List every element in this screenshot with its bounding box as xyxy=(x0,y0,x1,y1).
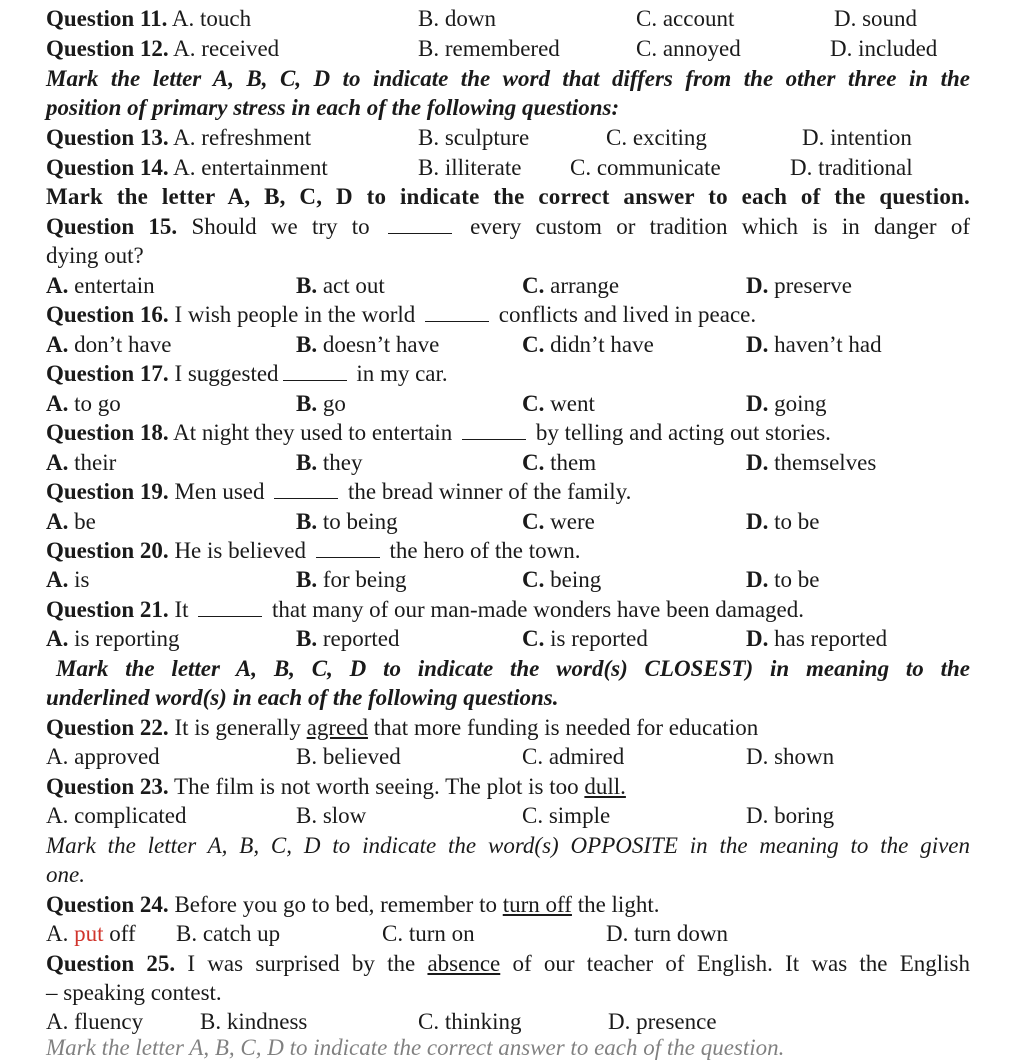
underlined-word: agreed xyxy=(306,715,368,740)
option-letter: C. xyxy=(522,626,545,651)
option-a: don’t have xyxy=(74,332,172,357)
underlined-word: turn off xyxy=(502,892,572,917)
option-d: D. presence xyxy=(608,1009,717,1034)
option-letter: C. xyxy=(522,391,545,416)
option-a: be xyxy=(74,509,96,534)
stem-text: I was surprised by the xyxy=(187,951,428,976)
question-label: Question 25. xyxy=(46,951,176,976)
option-c: C. thinking xyxy=(418,1009,522,1034)
option-a: A. fluency xyxy=(46,1009,144,1034)
option-a: A. entertainment xyxy=(173,155,328,180)
question-16-stem xyxy=(46,301,756,330)
stem-text: I wish people in the world xyxy=(174,302,422,327)
option-letter: B. xyxy=(296,626,318,651)
stem-text: Before you go to bed, remember to xyxy=(174,892,503,917)
answer-blank xyxy=(425,303,489,322)
option-b: B. down xyxy=(418,6,496,31)
option-letter: B. xyxy=(296,567,318,592)
answer-blank xyxy=(316,539,380,558)
question-label: Question 22. xyxy=(46,715,169,740)
cut-off-next-instruction: Mark the letter A, B, C, D to indicate the correct answer to each of the question. xyxy=(46,1035,785,1060)
option-a: to go xyxy=(74,391,121,416)
option-b: B. catch up xyxy=(176,921,281,946)
underlined-word: absence xyxy=(427,951,501,976)
option-d: D. shown xyxy=(746,744,835,769)
option-a: A. approved xyxy=(46,744,160,769)
option-letter: D. xyxy=(746,273,769,298)
question-19-stem xyxy=(46,478,631,507)
option-letter: D. xyxy=(746,626,769,651)
answer-blank xyxy=(462,421,526,440)
option-b: reported xyxy=(322,626,400,651)
option-letter: A. xyxy=(46,391,69,416)
option-letter: D. xyxy=(746,509,769,534)
option-a: is xyxy=(74,567,90,592)
option-c: C. exciting xyxy=(606,125,707,150)
option-d: haven’t had xyxy=(774,332,882,357)
instruction-closest-line-1: Mark the letter A, B, C, D to indicate the word(s) CLOSEST) in meaning to the xyxy=(56,656,970,681)
stem-text: He is believed xyxy=(174,538,312,563)
option-d: to be xyxy=(774,509,820,534)
stem-text: Men used xyxy=(174,479,271,504)
instruction-correct-answer: Mark the letter A, B, C, D to indicate the correct answer to each of the question. xyxy=(46,184,970,209)
option-c: C. admired xyxy=(522,744,625,769)
option-b: doesn’t have xyxy=(322,332,440,357)
question-label: Question 23. xyxy=(46,774,169,799)
question-22-stem xyxy=(46,714,758,743)
option-b: B. remembered xyxy=(418,36,560,61)
question-25-stem-cont: – speaking contest. xyxy=(46,980,222,1005)
option-d: D. turn down xyxy=(606,921,729,946)
question-label: Question 13. xyxy=(46,125,169,150)
option-c: them xyxy=(550,450,597,475)
instruction-stress-line-2: position of primary stress in each of the following questions: xyxy=(46,95,620,120)
stem-text: the hero of the town. xyxy=(383,538,581,563)
option-b: B. believed xyxy=(296,744,401,769)
option-b: B. illiterate xyxy=(418,155,522,180)
option-letter: B. xyxy=(296,391,318,416)
stem-text: It xyxy=(174,597,195,622)
question-label: Question 21. xyxy=(46,597,169,622)
question-23-stem xyxy=(46,773,626,802)
option-d: to be xyxy=(774,567,820,592)
underlined-word: dull. xyxy=(584,774,626,799)
option-d: D. boring xyxy=(746,803,835,828)
option-letter: C. xyxy=(522,332,545,357)
option-c: arrange xyxy=(550,273,620,298)
highlighted-text: put xyxy=(74,921,104,946)
option-c: C. account xyxy=(636,6,735,31)
option-c: went xyxy=(550,391,595,416)
stem-text: At night they used to entertain xyxy=(173,420,459,445)
option-letter: D. xyxy=(746,567,769,592)
stem-text: the light. xyxy=(571,892,660,917)
question-21-stem xyxy=(46,596,804,625)
question-17-stem xyxy=(46,360,448,389)
option-letter: C. xyxy=(522,450,545,475)
option-text: off xyxy=(103,921,136,946)
option-c: C. simple xyxy=(522,803,611,828)
option-letter: A. xyxy=(46,509,69,534)
option-a: their xyxy=(74,450,117,475)
question-label: Question 14. xyxy=(46,155,169,180)
option-c: C. communicate xyxy=(570,155,721,180)
stem-text: of our teacher of English. It was the English xyxy=(500,951,970,976)
question-label: Question 16. xyxy=(46,302,169,327)
option-d: themselves xyxy=(774,450,877,475)
stem-text: the bread winner of the family. xyxy=(342,479,632,504)
question-label: Question 18. xyxy=(46,420,169,445)
option-a: is reporting xyxy=(74,626,180,651)
stem-text: that many of our man-made wonders have been damaged. xyxy=(266,597,804,622)
option-a xyxy=(46,920,136,948)
option-letter: A. xyxy=(46,273,69,298)
stem-text: I suggested xyxy=(174,361,279,386)
question-20-stem xyxy=(46,537,581,566)
option-d: going xyxy=(774,391,827,416)
option-a: A. received xyxy=(173,36,280,61)
answer-blank xyxy=(388,215,452,234)
option-a: A. complicated xyxy=(46,803,187,828)
instruction-opposite-line-1: Mark the letter A, B, C, D to indicate the word(s) OPPOSITE in the meaning to the given xyxy=(46,833,970,858)
option-a: entertain xyxy=(74,273,155,298)
stem-text: that more funding is needed for education xyxy=(367,715,759,740)
option-letter: A. xyxy=(46,450,69,475)
stem-text: It is generally xyxy=(174,715,307,740)
option-letter: A. xyxy=(46,921,69,946)
option-letter: D. xyxy=(746,450,769,475)
option-d: D. intention xyxy=(802,125,912,150)
question-label: Question 24. xyxy=(46,892,169,917)
option-c: C. turn on xyxy=(382,921,475,946)
option-b: to being xyxy=(322,509,398,534)
question-15-stem xyxy=(46,213,970,242)
instruction-stress-line-1: Mark the letter A, B, C, D to indicate the word that differs from the other three in the xyxy=(46,66,970,91)
question-24-stem xyxy=(46,891,659,920)
option-letter: B. xyxy=(296,273,318,298)
option-a: A. touch xyxy=(171,6,252,31)
option-c: C. annoyed xyxy=(636,36,741,61)
option-letter: A. xyxy=(46,332,69,357)
option-b: they xyxy=(322,450,363,475)
option-d: D. traditional xyxy=(790,155,913,180)
question-label: Question 11. xyxy=(46,6,168,31)
question-label: Question 19. xyxy=(46,479,169,504)
option-c: is reported xyxy=(550,626,648,651)
option-d: preserve xyxy=(774,273,853,298)
question-label: Question 20. xyxy=(46,538,169,563)
option-a: A. refreshment xyxy=(173,125,312,150)
option-b: B. kindness xyxy=(200,1009,308,1034)
option-b: go xyxy=(322,391,346,416)
option-b: B. slow xyxy=(296,803,367,828)
option-d: has reported xyxy=(774,626,888,651)
stem-text: by telling and acting out stories. xyxy=(530,420,831,445)
option-letter: A. xyxy=(46,567,69,592)
option-letter: B. xyxy=(296,509,318,534)
option-c: didn’t have xyxy=(550,332,654,357)
question-label: Question 17. xyxy=(46,361,169,386)
question-label: Question 12. xyxy=(46,36,169,61)
answer-blank xyxy=(274,480,338,499)
stem-text: every custom or tradition which is in danger of xyxy=(455,214,970,239)
stem-text: conflicts and lived in peace. xyxy=(493,302,757,327)
option-b: for being xyxy=(322,567,407,592)
answer-blank xyxy=(283,362,347,381)
option-letter: B. xyxy=(296,332,318,357)
answer-blank xyxy=(198,598,262,617)
stem-text: Should we try to xyxy=(191,214,384,239)
instruction-opposite-line-2: one. xyxy=(46,862,85,887)
option-c: were xyxy=(550,509,595,534)
stem-text: in my car. xyxy=(350,361,448,386)
option-letter: C. xyxy=(522,273,545,298)
question-label: Question 15. xyxy=(46,214,178,239)
option-letter: B. xyxy=(296,450,318,475)
option-letter: D. xyxy=(746,332,769,357)
option-letter: D. xyxy=(746,391,769,416)
option-letter: A. xyxy=(46,626,69,651)
option-b: act out xyxy=(322,273,385,298)
question-25-stem xyxy=(46,950,970,979)
option-d: D. included xyxy=(830,36,938,61)
instruction-closest-line-2: underlined word(s) in each of the following questions. xyxy=(46,685,559,710)
question-15-stem-cont: dying out? xyxy=(46,243,144,268)
option-b: B. sculpture xyxy=(418,125,530,150)
stem-text: The film is not worth seeing. The plot is too xyxy=(174,774,585,799)
option-letter: C. xyxy=(522,509,545,534)
option-c: being xyxy=(550,567,602,592)
option-d: D. sound xyxy=(834,6,918,31)
option-letter: C. xyxy=(522,567,545,592)
question-18-stem xyxy=(46,419,831,448)
